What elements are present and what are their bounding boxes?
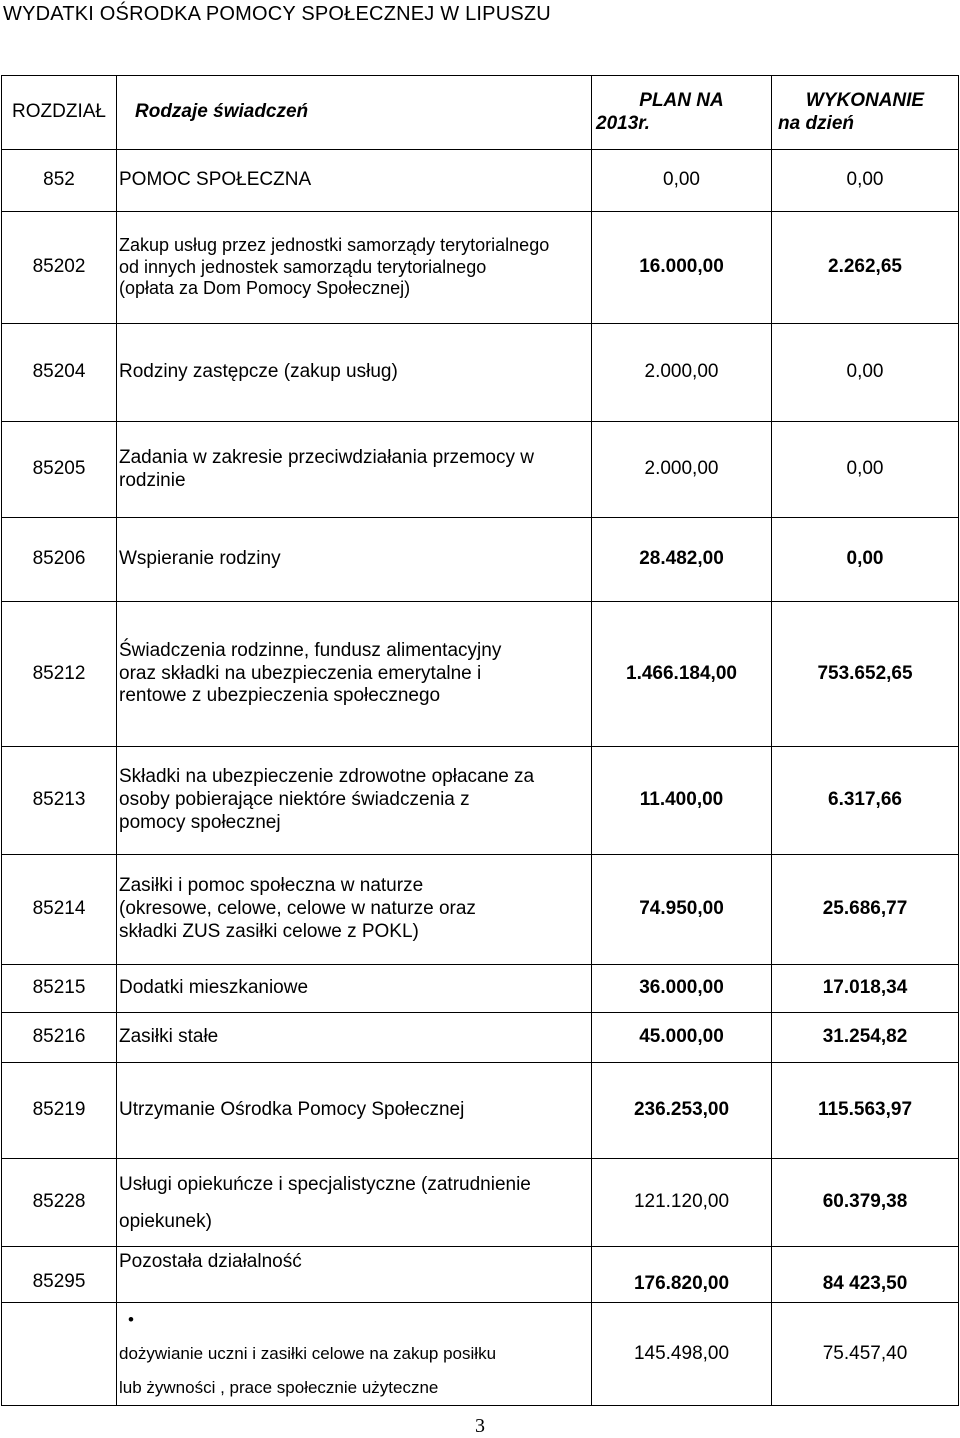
table-row [2,1303,959,1406]
row-code: 85219 [2,1063,117,1159]
row-name-line: pomocy społecznej [119,811,281,833]
row-exec: 0,00 [772,324,959,422]
row-code: 85295 [2,1247,117,1303]
row-code: 85215 [2,965,117,1013]
page-title: WYDATKI OŚRODKA POMOCY SPOŁECZNEJ W LIPUSZU [3,3,551,25]
row-name-line: osoby pobierające niektóre świadczenia z [119,789,470,811]
table-row [2,1247,959,1303]
row-plan: 74.950,00 [592,855,772,965]
table-row [2,212,959,324]
row-name-line: (okresowe, celowe, celowe w naturze oraz [119,898,476,920]
row-name: Rodziny zastępcze (zakup usług) [117,324,592,422]
row-plan: 45.000,00 [592,1013,772,1063]
row-name-line: składki ZUS zasiłki celowe z POKL) [119,920,419,942]
row-exec: 31.254,82 [772,1013,959,1063]
row-plan: 236.253,00 [592,1063,772,1159]
table-header-row [2,76,959,150]
row-name-line: dożywianie uczni i zasiłki celowe na zakup posiłku [119,1344,497,1363]
row-exec: 84 423,50 [772,1247,959,1303]
header-exec [772,76,959,150]
expenses-table [1,75,959,1406]
header-plan-line2: 2013r. [596,112,650,134]
row-exec: 0,00 [772,518,959,602]
row-plan: 11.400,00 [592,747,772,855]
row-exec: 2.262,65 [772,212,959,324]
row-name [117,422,592,518]
row-exec: 0,00 [772,150,959,212]
row-plan: 176.820,00 [592,1247,772,1303]
row-plan: 145.498,00 [592,1303,772,1406]
row-name [117,602,592,747]
row-name-line: rodzinie [119,469,186,491]
row-name-line: lub żywności , prace społecznie użyteczne [119,1378,439,1397]
row-exec: 6.317,66 [772,747,959,855]
row-name-line: Usługi opiekuńcze i specjalistyczne (zatrudnienie [119,1173,531,1195]
row-name [117,212,592,324]
row-code: 852 [2,150,117,212]
row-plan: 2.000,00 [592,422,772,518]
row-name-line: opiekunek) [119,1210,212,1232]
header-rozdzial: ROZDZIAŁ [2,76,117,150]
row-plan: 36.000,00 [592,965,772,1013]
table-row [2,422,959,518]
row-name-line: Zasiłki i pomoc społeczna w naturze [119,875,424,897]
row-name: Wspieranie rodziny [117,518,592,602]
row-plan: 28.482,00 [592,518,772,602]
row-name: Pozostała działalność [117,1247,592,1303]
row-code: 85213 [2,747,117,855]
row-name-line: od innych jednostek samorządu terytorialnego [119,256,487,277]
table-row [2,965,959,1013]
row-code: 85205 [2,422,117,518]
row-exec: 115.563,97 [772,1063,959,1159]
table-row [2,602,959,747]
row-name-line: rentowe z ubezpieczenia społecznego [119,685,441,707]
row-name [117,747,592,855]
row-code: 85214 [2,855,117,965]
header-exec-line2: na dzień [778,112,855,134]
row-code: 85212 [2,602,117,747]
table-row [2,518,959,602]
row-name-line: Składki na ubezpieczenie zdrowotne opłacane za [119,766,535,788]
row-code: 85206 [2,518,117,602]
row-code: 85202 [2,212,117,324]
row-plan: 1.466.184,00 [592,602,772,747]
row-name: Dodatki mieszkaniowe [117,965,592,1013]
table-row [2,1063,959,1159]
row-exec: 17.018,34 [772,965,959,1013]
table-row [2,855,959,965]
row-plan: 121.120,00 [592,1159,772,1247]
row-name: Utrzymanie Ośrodka Pomocy Społecznej [117,1063,592,1159]
row-code: 85204 [2,324,117,422]
row-exec: 60.379,38 [772,1159,959,1247]
row-code: 85216 [2,1013,117,1063]
row-exec: 25.686,77 [772,855,959,965]
table-row [2,1013,959,1063]
row-name-line: (opłata za Dom Pomocy Społecznej) [119,278,411,299]
row-code [2,1303,117,1406]
row-code: 85228 [2,1159,117,1247]
row-name [117,855,592,965]
row-exec: 75.457,40 [772,1303,959,1406]
page-number: 3 [475,1415,485,1437]
bullet-line [119,1303,591,1371]
row-name-line: Świadczenia rodzinne, fundusz alimentacyjny [119,639,502,661]
table-row [2,324,959,422]
header-exec-line1: WYKONANIE [805,89,925,111]
header-rodzaje: Rodzaje świadczeń [117,76,592,150]
row-name: Zasiłki stałe [117,1013,592,1063]
row-name-line: Zadania w zakresie przeciwdziałania przemocy w [119,446,535,468]
header-plan-line1: PLAN NA [639,89,724,111]
row-exec: 753.652,65 [772,602,959,747]
row-name-line: Zakup usług przez jednostki samorządy terytorialnego [119,235,550,256]
row-name: POMOC SPOŁECZNA [117,150,592,212]
table-row [2,1159,959,1247]
bullet-icon: • [128,1310,134,1329]
row-name [117,1303,592,1406]
row-exec: 0,00 [772,422,959,518]
row-plan: 0,00 [592,150,772,212]
row-plan: 16.000,00 [592,212,772,324]
row-plan: 2.000,00 [592,324,772,422]
row-name-line: oraz składki na ubezpieczenia emerytalne i [119,662,482,684]
row-name [117,1159,592,1247]
table-row [2,747,959,855]
table-row [2,150,959,212]
header-plan [592,76,772,150]
